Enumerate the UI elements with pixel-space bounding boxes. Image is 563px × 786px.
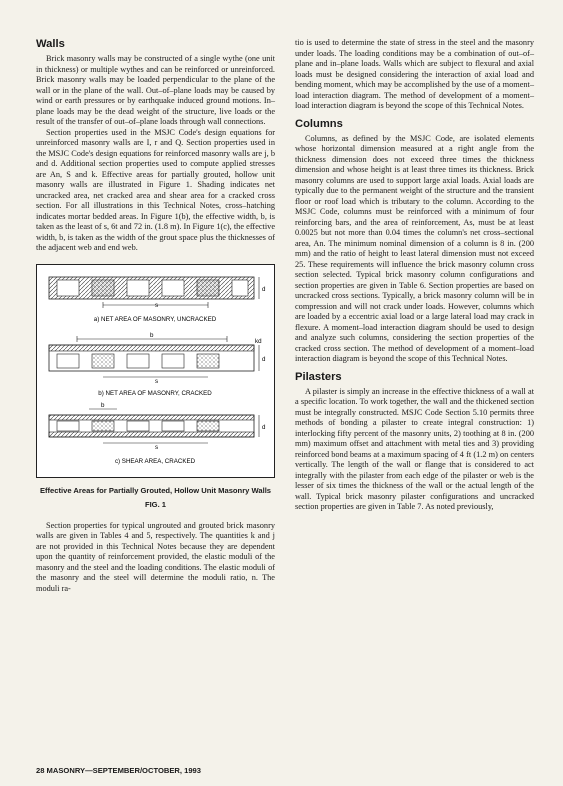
figure-number: FIG. 1 bbox=[144, 499, 167, 509]
label-panel-a: a) NET AREA OF MASONRY, UNCRACKED bbox=[93, 315, 217, 323]
walls-paragraph-1: Brick masonry walls may be constructed of a single wythe (one unit in thickness) or multiple wythes and can be reinforced or unreinforced. Brick masonry walls may be loaded perpendicular to the plane of the wall or in the plane of the wall. Out–of–plane loads may be caused by wind or earth pressures or by earthquake induced ground motions. In–plane loads may be the dead weight of the structure, live loads or the result of the transfer of out–of–plane loads through wall connections. bbox=[36, 54, 275, 126]
dim-s-b: s bbox=[155, 377, 159, 385]
walls-heading: Walls bbox=[36, 38, 65, 50]
figure-1-drawing bbox=[37, 265, 274, 475]
dim-s-c: s bbox=[155, 443, 159, 451]
dim-b-b: b bbox=[150, 331, 154, 339]
left-column bbox=[36, 38, 275, 594]
dim-s-a: s bbox=[155, 301, 159, 309]
dim-d-a: d bbox=[262, 285, 266, 293]
page-footer: 28 MASONRY—SEPTEMBER/OCTOBER, 1993 bbox=[36, 766, 201, 775]
pilasters-heading: Pilasters bbox=[295, 370, 342, 383]
dim-kd-b: kd bbox=[255, 337, 262, 345]
pilasters-paragraph: A pilaster is simply an increase in the effective thickness of a wall at a specific location. To work together, the wall and the thickened section must be integrally constructed. MSJC Code Section 5.10 permits three methods of bonding a pilaster to create integral construction: 1) interlocking fifty percent of the masonry units, 2) toothing at 8 in. (200 mm) maximum offset and attachment with metal ties and 3) providing reinforced bond beams at a maximum spacing of 4 ft (1.2 m) on centers vertically. The length of the wall or flange that is considered to act integrally with the pilaster from each edge of the pilaster or web is the lesser of six times the thickness of the wall or the actual length of the wall. Typical brick masonry pilaster configurations and uncracked section properties are given in Table 7. As noted previously, bbox=[295, 386, 534, 511]
label-panel-b: b) NET AREA OF MASONRY, CRACKED bbox=[98, 389, 212, 397]
dim-d-c: d bbox=[262, 423, 266, 431]
figure-caption: Effective Areas for Partially Grouted, Hollow Unit Masonry Walls bbox=[39, 485, 272, 495]
walls-paragraph-2: Section properties used in the MSJC Code's design equations for unreinforced masonry walls are I, r and Q. Section properties used in the MSJC Code's design equations for reinforced masonry walls are j, b and d. Additional section properties used to compute applied stresses are An, S and k. Effective areas for partially grouted, hollow unit masonry walls are illustrated in Figure 1. Shading indicates net uncracked area, net cracked area and shear area for a cracked cross section. For all illustrations in this Technical Notes, cross–hatching indicates mortar bedded areas. In Figure 1(b), the effective width, b, is taken as the least of s, 6t and 72 in. (1.8 m). In Figure 1(c), the effective width, b, is taken as the width of the grout space plus the thicknesses of the adjacent web and end web. bbox=[36, 127, 275, 252]
walls-paragraph-continued: tio is used to determine the state of stress in the steel and the masonry under loads. The loading conditions may be a combination of out–of–plane and in–plane loads. Walls which are subject to flexural and axial loads must be designed considering the interaction of axial load and bending moment, which may be accomplished by the use of a moment–load interaction diagram. The method of development of a moment–load interaction diagram is beyond the scope of this Technical Notes. bbox=[295, 38, 534, 110]
panel-b-cracked bbox=[49, 336, 259, 377]
columns-paragraph: Columns, as defined by the MSJC Code, are isolated elements whose horizontal dimension measured at a right angle from the thickness dimension does not exceed three times the thickness dimension and whose height is at least three times its thickness. Brick masonry columns are used to support large axial loads. Axial loads are typically due to the permanent weight of the structure and the transient floor or roof load which is tributary to the column. According to the MSJC Code, columns must be reinforced with a minimum of four reinforcing bars, and the area of reinforcement, As, must be at least 0.0025 but not more than 0.04 times the column's net cross–sectional area, An. The minimum nominal dimension of a column is 8 in. (200 mm) and the ratio of height to least lateral dimension must not exceed 25. These requirements will influence the brick masonry column cross section selected. Typical brick masonry column configurations and section properties are given in Table 6. Section properties are based on uncracked cross sections. Typically, a brick masonry column will be in compression and will not crack under loads. However, columns which are loaded by a eccentric axial load or a large lateral load may crack in flexure. A moment–load interaction diagram should be used to design and analyze such columns, considering the section properties of the cracked cross section. The method of development of a moment–load interaction diagram is beyond the scope of this Technical Notes. bbox=[295, 133, 534, 363]
columns-heading: Columns bbox=[295, 117, 343, 130]
panel-c-shear bbox=[49, 409, 259, 443]
walls-paragraph-3: Section properties for typical ungrouted and grouted brick masonry walls are given in Tables 4 and 5, respectively. The quantities k and j are not provided in this Technical Notes because they are dependent upon the quantity of reinforcement provided, the elastic moduli of the masonry and the steel and the loading conditions. The elastic moduli of the masonry and the steel will determine the moduli ratio, n. The moduli ra- bbox=[36, 520, 275, 593]
dim-b-c: b bbox=[101, 401, 105, 409]
panel-a-uncracked bbox=[49, 277, 259, 308]
dim-d-b: d bbox=[262, 355, 266, 363]
label-panel-c: c) SHEAR AREA, CRACKED bbox=[114, 457, 196, 465]
right-column bbox=[295, 38, 534, 513]
figure-1 bbox=[36, 264, 275, 478]
